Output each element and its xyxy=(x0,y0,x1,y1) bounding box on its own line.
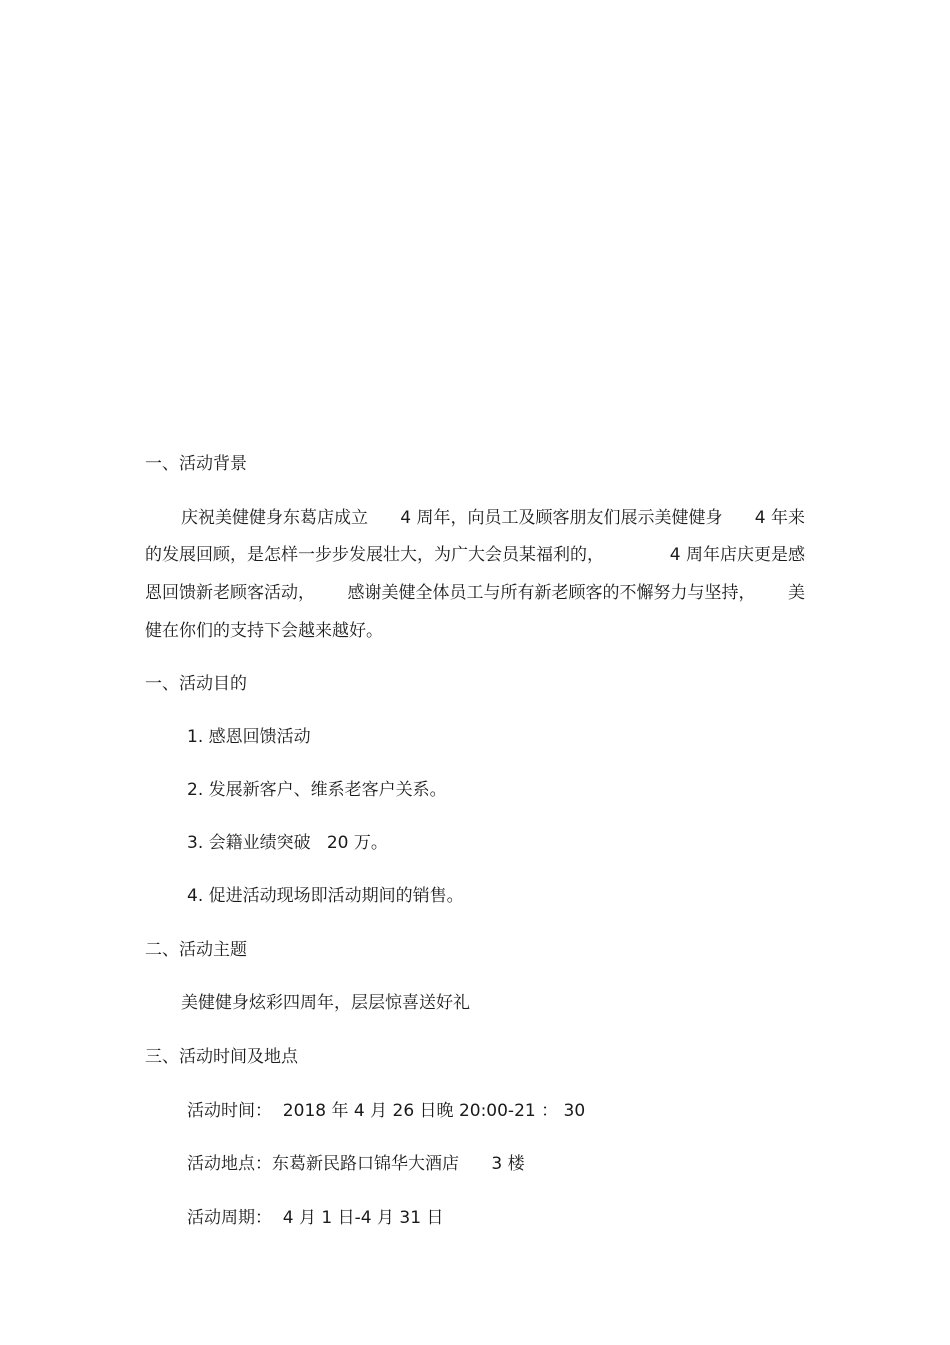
purpose-item-1: 1. 感恩回馈活动 xyxy=(187,727,311,747)
background-line-1-part-2: 4 周年，向员工及顾客朋友们展示美健健身 xyxy=(400,508,723,528)
background-paragraph-line-4 xyxy=(145,620,805,642)
section-heading-time-place: 三、活动时间及地点 xyxy=(145,1047,298,1067)
section-heading-background: 一、活动背景 xyxy=(145,454,247,474)
purpose-item-2: 2. 发展新客户、维系老客户关系。 xyxy=(187,780,447,800)
background-line-3-part-2: 感谢美健全体员工与所有新老顾客的不懈努力与坚持， xyxy=(347,583,756,603)
background-paragraph-line-1 xyxy=(181,507,805,529)
section-heading-purpose: 一、活动目的 xyxy=(145,674,247,694)
background-line-1-part-3: 4 年来 xyxy=(754,508,805,528)
activity-period: 活动周期： 4 月 1 日-4 月 31 日 xyxy=(187,1208,444,1228)
section-heading-theme: 二、活动主题 xyxy=(145,940,247,960)
background-paragraph-line-3 xyxy=(145,582,805,604)
activity-time: 活动时间： 2018 年 4 月 26 日晚 20:00-21 ： 30 xyxy=(187,1101,586,1121)
background-line-4-part-1: 健在你们的支持下会越来越好。 xyxy=(145,621,383,641)
purpose-item-3: 3. 会籍业绩突破 20 万。 xyxy=(187,833,388,853)
purpose-item-4: 4. 促进活动现场即活动期间的销售。 xyxy=(187,886,464,906)
background-line-2-part-1: 的发展回顾，是怎样一步步发展壮大，为广大会员某福利的， xyxy=(145,545,604,565)
background-line-1-part-1: 庆祝美健健身东葛店成立 xyxy=(181,508,368,528)
activity-place: 活动地点：东葛新民路口锦华大酒店 3 楼 xyxy=(187,1154,525,1174)
background-line-3-part-3: 美 xyxy=(788,583,805,603)
background-paragraph-line-2 xyxy=(145,544,805,566)
background-line-2-part-2: 4 周年店庆更是感 xyxy=(669,545,805,565)
theme-text: 美健健身炫彩四周年，层层惊喜送好礼 xyxy=(181,993,470,1013)
background-line-3-part-1: 恩回馈新老顾客活动， xyxy=(145,583,315,603)
